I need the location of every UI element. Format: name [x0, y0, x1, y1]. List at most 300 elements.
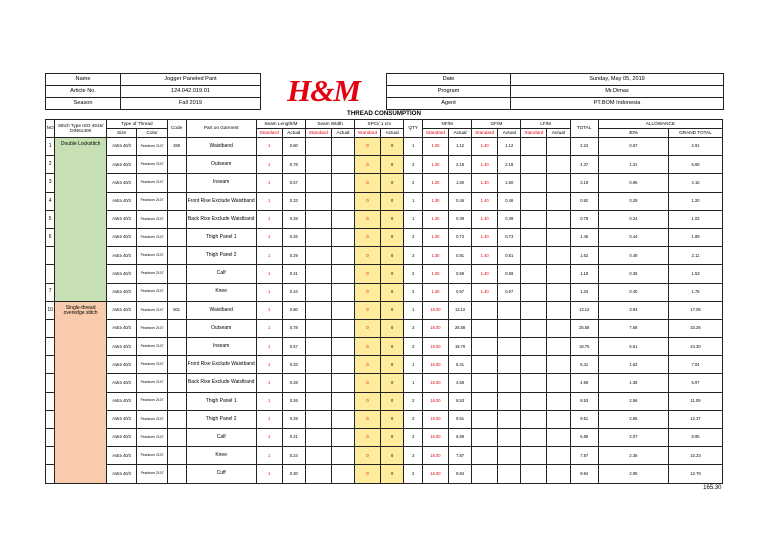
row-color: Pearlcorn 2107 — [137, 374, 167, 392]
row-total: 7.87 — [570, 447, 598, 465]
row-nf-actual: 6.89 — [448, 429, 471, 447]
article-label: Article No. — [46, 86, 121, 98]
row-code — [167, 338, 186, 356]
row-allowance: 0.28 — [598, 192, 668, 210]
col-size: Size — [106, 129, 136, 138]
row-allowance: 0.24 — [598, 210, 668, 228]
row-qty: 2 — [404, 228, 423, 246]
col-grand-total: GRAND TOTAL — [669, 129, 723, 138]
row-sl-standard: 1 — [256, 192, 282, 210]
row-sl-standard: 1 — [256, 228, 282, 246]
row-sp-actual: 0 — [380, 447, 403, 465]
row-sp-standard: 0 — [355, 429, 381, 447]
table-row — [46, 465, 723, 483]
row-lf-actual — [547, 301, 570, 319]
row-gf-actual — [498, 356, 521, 374]
row-total: 9.51 — [570, 410, 598, 428]
col-gf-standard: Standard — [472, 129, 498, 138]
row-sl-actual: 0.26 — [282, 392, 305, 410]
row-allowance: 2.36 — [598, 447, 668, 465]
row-total: 1.62 — [570, 247, 598, 265]
row-qty: 2 — [404, 283, 423, 301]
row-no — [46, 374, 55, 392]
row-part: Thigh Panel 2 — [186, 410, 256, 428]
row-total: 18.70 — [570, 338, 598, 356]
row-nf-actual: 0.46 — [448, 192, 471, 210]
row-gf-actual — [498, 301, 521, 319]
row-sl-standard: 1 — [256, 356, 282, 374]
row-part: Knee — [186, 447, 256, 465]
row-part: Waistband — [186, 138, 256, 156]
row-lf-standard — [521, 174, 547, 192]
row-sp-standard: 0 — [355, 301, 381, 319]
row-part: Inseam — [186, 174, 256, 192]
row-total: 9.84 — [570, 465, 598, 483]
row-qty: 2 — [404, 392, 423, 410]
row-nf-actual: 0.73 — [448, 228, 471, 246]
row-sl-actual: 0.24 — [282, 447, 305, 465]
row-lf-actual — [547, 247, 570, 265]
row-sl-actual: 0.80 — [282, 301, 305, 319]
row-part: Front Rise Exclude Waistband — [186, 356, 256, 374]
row-nf-actual: 0.39 — [448, 210, 471, 228]
date-value: Sunday, May 05, 2019 — [511, 74, 724, 86]
row-code: 501 — [167, 301, 186, 319]
table-row — [46, 338, 723, 356]
row-sp-standard: 0 — [355, 319, 381, 337]
row-no — [46, 319, 55, 337]
row-sl-actual: 0.24 — [282, 283, 305, 301]
row-size: Astra 40/3 — [106, 265, 136, 283]
row-grand-total: 1.89 — [669, 228, 723, 246]
row-no — [46, 338, 55, 356]
row-color: Pearlcorn 2107 — [137, 356, 167, 374]
row-nf-standard: 16.00 — [423, 374, 449, 392]
row-gf-standard — [472, 410, 498, 428]
row-gf-actual — [498, 465, 521, 483]
row-color: Pearlcorn 2107 — [137, 338, 167, 356]
row-gf-standard: 1.40 — [472, 174, 498, 192]
row-grand-total: 5.68 — [669, 156, 723, 174]
row-no — [46, 247, 55, 265]
row-total: 1.46 — [570, 228, 598, 246]
row-gf-standard: 1.40 — [472, 210, 498, 228]
row-lf-standard — [521, 356, 547, 374]
row-sw-standard — [305, 156, 331, 174]
row-size: Astra 40/3 — [106, 247, 136, 265]
row-lf-actual — [547, 374, 570, 392]
row-total: 3.19 — [570, 174, 598, 192]
row-sp-standard: 0 — [355, 447, 381, 465]
row-nf-actual: 25.58 — [448, 319, 471, 337]
consumption-table — [45, 110, 723, 494]
row-lf-standard — [521, 192, 547, 210]
table-row — [46, 265, 723, 283]
table-row — [46, 356, 723, 374]
row-nf-standard: 16.00 — [423, 410, 449, 428]
row-gf-standard: 1.40 — [472, 156, 498, 174]
col-lf-actual: Actual — [547, 129, 570, 138]
row-sw-actual — [331, 410, 354, 428]
row-lf-standard — [521, 429, 547, 447]
row-total: 1.18 — [570, 265, 598, 283]
row-sl-standard: 1 — [256, 247, 282, 265]
row-lf-actual — [547, 265, 570, 283]
row-grand-total: 12.37 — [669, 410, 723, 428]
row-code: 269 — [167, 138, 186, 156]
row-sw-actual — [331, 283, 354, 301]
table-row — [46, 174, 723, 192]
row-nf-standard: 16.00 — [423, 356, 449, 374]
table-body — [46, 138, 723, 484]
row-gf-standard — [472, 301, 498, 319]
row-lf-actual — [547, 356, 570, 374]
row-sw-standard — [305, 228, 331, 246]
program-value: Mr.Dimas — [511, 86, 724, 98]
row-nf-actual: 0.67 — [448, 283, 471, 301]
agent-value: PT.BOM Indonesia — [511, 98, 724, 110]
row-total: 25.58 — [570, 319, 598, 337]
row-stitch-type: Double Lockstitch — [55, 138, 107, 302]
row-color: Pearlcorn 2107 — [137, 465, 167, 483]
row-grand-total: 1.75 — [669, 283, 723, 301]
row-nf-standard: 1.30 — [423, 228, 449, 246]
col-color: Color — [137, 129, 167, 138]
row-sl-actual: 0.28 — [282, 374, 305, 392]
row-allowance: 1.31 — [598, 156, 668, 174]
row-sw-standard — [305, 356, 331, 374]
row-total: 4.37 — [570, 156, 598, 174]
row-total: 0.92 — [570, 192, 598, 210]
row-code — [167, 465, 186, 483]
row-no: 6 — [46, 228, 55, 246]
row-sp-actual: 0 — [380, 338, 403, 356]
row-size: Astra 40/3 — [106, 465, 136, 483]
row-grand-total: 1.20 — [669, 192, 723, 210]
col-nfm: NF/M — [423, 120, 472, 129]
row-size: Astra 40/3 — [106, 356, 136, 374]
row-part: Inseam — [186, 338, 256, 356]
row-gf-standard — [472, 429, 498, 447]
row-color: Pearlcorn 2107 — [137, 247, 167, 265]
row-nf-actual: 0.81 — [448, 247, 471, 265]
row-nf-actual: 9.51 — [448, 410, 471, 428]
col-code: Code — [167, 120, 186, 138]
row-code — [167, 247, 186, 265]
row-qty: 1 — [404, 301, 423, 319]
row-no — [46, 447, 55, 465]
col-nf-standard: Standard — [423, 129, 449, 138]
row-sw-actual — [331, 247, 354, 265]
row-no — [46, 265, 55, 283]
row-gf-standard — [472, 374, 498, 392]
row-grand-total: 1.02 — [669, 210, 723, 228]
row-sl-standard: 1 — [256, 301, 282, 319]
table-row — [46, 283, 723, 301]
row-sp-actual: 0 — [380, 210, 403, 228]
row-gf-actual — [498, 429, 521, 447]
row-nf-actual: 8.53 — [448, 392, 471, 410]
row-sl-standard: 1 — [256, 465, 282, 483]
col-qty: QTY — [404, 120, 423, 138]
row-sw-standard — [305, 465, 331, 483]
row-stitch-type: Single-thread overedge stitch — [55, 301, 107, 483]
row-nf-standard: 1.30 — [423, 247, 449, 265]
row-sp-standard: 0 — [355, 192, 381, 210]
row-part: Thigh Panel 2 — [186, 247, 256, 265]
row-no: 10 — [46, 301, 55, 319]
row-part: Back Rise Exclude Waistband — [186, 374, 256, 392]
row-no: 5 — [46, 210, 55, 228]
row-nf-standard: 16.00 — [423, 319, 449, 337]
row-total: 1.34 — [570, 283, 598, 301]
row-allowance: 2.07 — [598, 429, 668, 447]
row-allowance: 0.40 — [598, 283, 668, 301]
row-code — [167, 174, 186, 192]
row-no — [46, 410, 55, 428]
row-qty: 1 — [404, 356, 423, 374]
row-allowance: 1.38 — [598, 374, 668, 392]
row-sl-standard: 1 — [256, 174, 282, 192]
row-qty: 2 — [404, 429, 423, 447]
row-qty: 2 — [404, 319, 423, 337]
row-sl-actual: 0.57 — [282, 174, 305, 192]
row-sw-standard — [305, 210, 331, 228]
row-allowance: 0.44 — [598, 228, 668, 246]
name-label: Name — [46, 74, 121, 86]
row-lf-actual — [547, 447, 570, 465]
row-lf-actual — [547, 338, 570, 356]
row-sl-standard: 1 — [256, 156, 282, 174]
row-code — [167, 392, 186, 410]
row-gf-standard: 1.40 — [472, 265, 498, 283]
row-sl-standard: 1 — [256, 283, 282, 301]
row-gf-actual: 0.46 — [498, 192, 521, 210]
table-row — [46, 392, 723, 410]
row-qty: 2 — [404, 247, 423, 265]
program-label: Program — [387, 86, 511, 98]
row-grand-total: 8.95 — [669, 429, 723, 447]
row-code — [167, 283, 186, 301]
row-sw-actual — [331, 265, 354, 283]
row-gf-actual: 2.18 — [498, 156, 521, 174]
row-sw-standard — [305, 410, 331, 428]
hm-logo — [261, 74, 387, 110]
row-sl-standard: 1 — [256, 374, 282, 392]
row-size: Astra 40/3 — [106, 138, 136, 156]
row-gf-standard: 1.40 — [472, 283, 498, 301]
row-sl-standard: 1 — [256, 410, 282, 428]
row-sl-standard: 1 — [256, 265, 282, 283]
row-qty: 2 — [404, 410, 423, 428]
row-sl-standard: 1 — [256, 392, 282, 410]
row-sp-standard: 0 — [355, 210, 381, 228]
col-sw-actual: Actual — [331, 129, 354, 138]
row-size: Astra 40/3 — [106, 156, 136, 174]
row-grand-total: 24.30 — [669, 338, 723, 356]
row-grand-total: 11.09 — [669, 392, 723, 410]
row-lf-standard — [521, 447, 547, 465]
row-gf-actual: 0.67 — [498, 283, 521, 301]
col-sl-standard: Standard — [256, 129, 282, 138]
row-sp-standard: 0 — [355, 410, 381, 428]
row-grand-total: 7.04 — [669, 356, 723, 374]
row-gf-standard — [472, 447, 498, 465]
row-part: Calf — [186, 429, 256, 447]
row-sp-actual: 0 — [380, 374, 403, 392]
row-part: Thigh Panel 1 — [186, 228, 256, 246]
row-sl-actual: 0.29 — [282, 410, 305, 428]
row-sw-actual — [331, 374, 354, 392]
row-gf-standard — [472, 338, 498, 356]
row-no: 7 — [46, 283, 55, 301]
row-gf-actual: 0.73 — [498, 228, 521, 246]
row-sl-actual: 0.28 — [282, 210, 305, 228]
row-nf-standard: 1.30 — [423, 138, 449, 156]
row-gf-actual: 1.12 — [498, 138, 521, 156]
col-gfm: GF/M — [472, 120, 521, 129]
row-allowance: 5.61 — [598, 338, 668, 356]
row-part: Outseam — [186, 156, 256, 174]
row-gf-standard: 1.40 — [472, 247, 498, 265]
row-no: 1 — [46, 138, 55, 156]
row-no — [46, 429, 55, 447]
row-sl-actual: 0.21 — [282, 429, 305, 447]
row-total: 6.89 — [570, 429, 598, 447]
row-size: Astra 40/3 — [106, 410, 136, 428]
row-gf-standard: 1.40 — [472, 138, 498, 156]
row-sw-actual — [331, 338, 354, 356]
table-row — [46, 247, 723, 265]
row-size: Astra 40/3 — [106, 210, 136, 228]
hm-logo-text: H&M — [287, 73, 360, 109]
row-nf-actual: 2.18 — [448, 156, 471, 174]
table-row — [46, 156, 723, 174]
row-total: 5.41 — [570, 356, 598, 374]
row-sl-standard: 1 — [256, 338, 282, 356]
row-color: Pearlcorn 2107 — [137, 447, 167, 465]
row-allowance: 0.96 — [598, 174, 668, 192]
row-gf-actual — [498, 410, 521, 428]
row-lf-actual — [547, 319, 570, 337]
row-lf-standard — [521, 319, 547, 337]
row-nf-actual: 9.84 — [448, 465, 471, 483]
grand-total-sum: 165.30 — [703, 485, 722, 492]
row-no: 3 — [46, 174, 55, 192]
row-part: Calf — [186, 265, 256, 283]
row-grand-total: 10.23 — [669, 447, 723, 465]
row-lf-standard — [521, 374, 547, 392]
row-gf-standard — [472, 319, 498, 337]
row-nf-standard: 16.00 — [423, 447, 449, 465]
row-sp-actual: 0 — [380, 465, 403, 483]
col-sw-standard: Standard — [305, 129, 331, 138]
row-lf-actual — [547, 392, 570, 410]
row-code — [167, 192, 186, 210]
row-nf-standard: 16.00 — [423, 392, 449, 410]
row-grand-total: 2.91 — [669, 138, 723, 156]
row-sp-standard: 0 — [355, 156, 381, 174]
table-title: THREAD CONSUMPTION — [46, 110, 723, 120]
row-color: Pearlcorn 2107 — [137, 138, 167, 156]
row-total: 4.59 — [570, 374, 598, 392]
row-color: Pearlcorn 2107 — [137, 392, 167, 410]
row-lf-standard — [521, 465, 547, 483]
row-sw-standard — [305, 374, 331, 392]
row-gf-standard: 1.40 — [472, 192, 498, 210]
col-seam-length: Seam Length/M — [256, 120, 305, 129]
agent-label: Agent — [387, 98, 511, 110]
row-size: Astra 40/3 — [106, 374, 136, 392]
col-nf-actual: Actual — [448, 129, 471, 138]
row-code — [167, 410, 186, 428]
col-gf-actual: Actual — [498, 129, 521, 138]
row-lf-standard — [521, 247, 547, 265]
row-allowance: 1.62 — [598, 356, 668, 374]
row-sp-actual: 0 — [380, 356, 403, 374]
row-sw-actual — [331, 356, 354, 374]
row-sw-actual — [331, 319, 354, 337]
row-part: Cuff — [186, 465, 256, 483]
row-lf-actual — [547, 210, 570, 228]
row-gf-standard — [472, 356, 498, 374]
row-color: Pearlcorn 2107 — [137, 228, 167, 246]
row-code — [167, 228, 186, 246]
season-label: Season — [46, 98, 121, 110]
row-gf-actual: 0.81 — [498, 247, 521, 265]
row-nf-standard: 1.30 — [423, 283, 449, 301]
row-sp-standard: 0 — [355, 265, 381, 283]
row-qty: 1 — [404, 374, 423, 392]
row-sp-actual: 0 — [380, 247, 403, 265]
row-sl-actual: 0.57 — [282, 338, 305, 356]
row-sp-actual: 0 — [380, 319, 403, 337]
table-row — [46, 410, 723, 428]
row-sw-actual — [331, 301, 354, 319]
col-seam-width: Seam Width — [305, 120, 354, 129]
row-sp-actual: 0 — [380, 392, 403, 410]
row-size: Astra 40/3 — [106, 192, 136, 210]
row-sl-actual: 0.33 — [282, 192, 305, 210]
row-color: Pearlcorn 2107 — [137, 301, 167, 319]
thread-consumption-sheet — [45, 73, 723, 494]
col-total: TOTAL — [570, 120, 598, 138]
row-lf-actual — [547, 465, 570, 483]
row-sl-standard: 1 — [256, 429, 282, 447]
col-type-of-thread: Type of Thread — [106, 120, 167, 129]
row-part: Front Rise Exclude Waistband — [186, 192, 256, 210]
row-size: Astra 40/3 — [106, 429, 136, 447]
row-no: 2 — [46, 156, 55, 174]
header-table — [45, 73, 724, 110]
row-sw-actual — [331, 156, 354, 174]
row-lf-actual — [547, 228, 570, 246]
row-lf-actual — [547, 429, 570, 447]
row-qty: 1 — [404, 192, 423, 210]
row-color: Pearlcorn 2107 — [137, 319, 167, 337]
row-sl-actual: 0.26 — [282, 228, 305, 246]
row-gf-actual: 0.59 — [498, 265, 521, 283]
row-sp-standard: 0 — [355, 338, 381, 356]
row-no — [46, 356, 55, 374]
row-sl-actual: 0.80 — [282, 138, 305, 156]
row-code — [167, 265, 186, 283]
row-sp-standard: 0 — [355, 228, 381, 246]
row-sp-actual: 0 — [380, 265, 403, 283]
row-nf-actual: 1.60 — [448, 174, 471, 192]
row-sw-actual — [331, 210, 354, 228]
row-sp-actual: 0 — [380, 228, 403, 246]
